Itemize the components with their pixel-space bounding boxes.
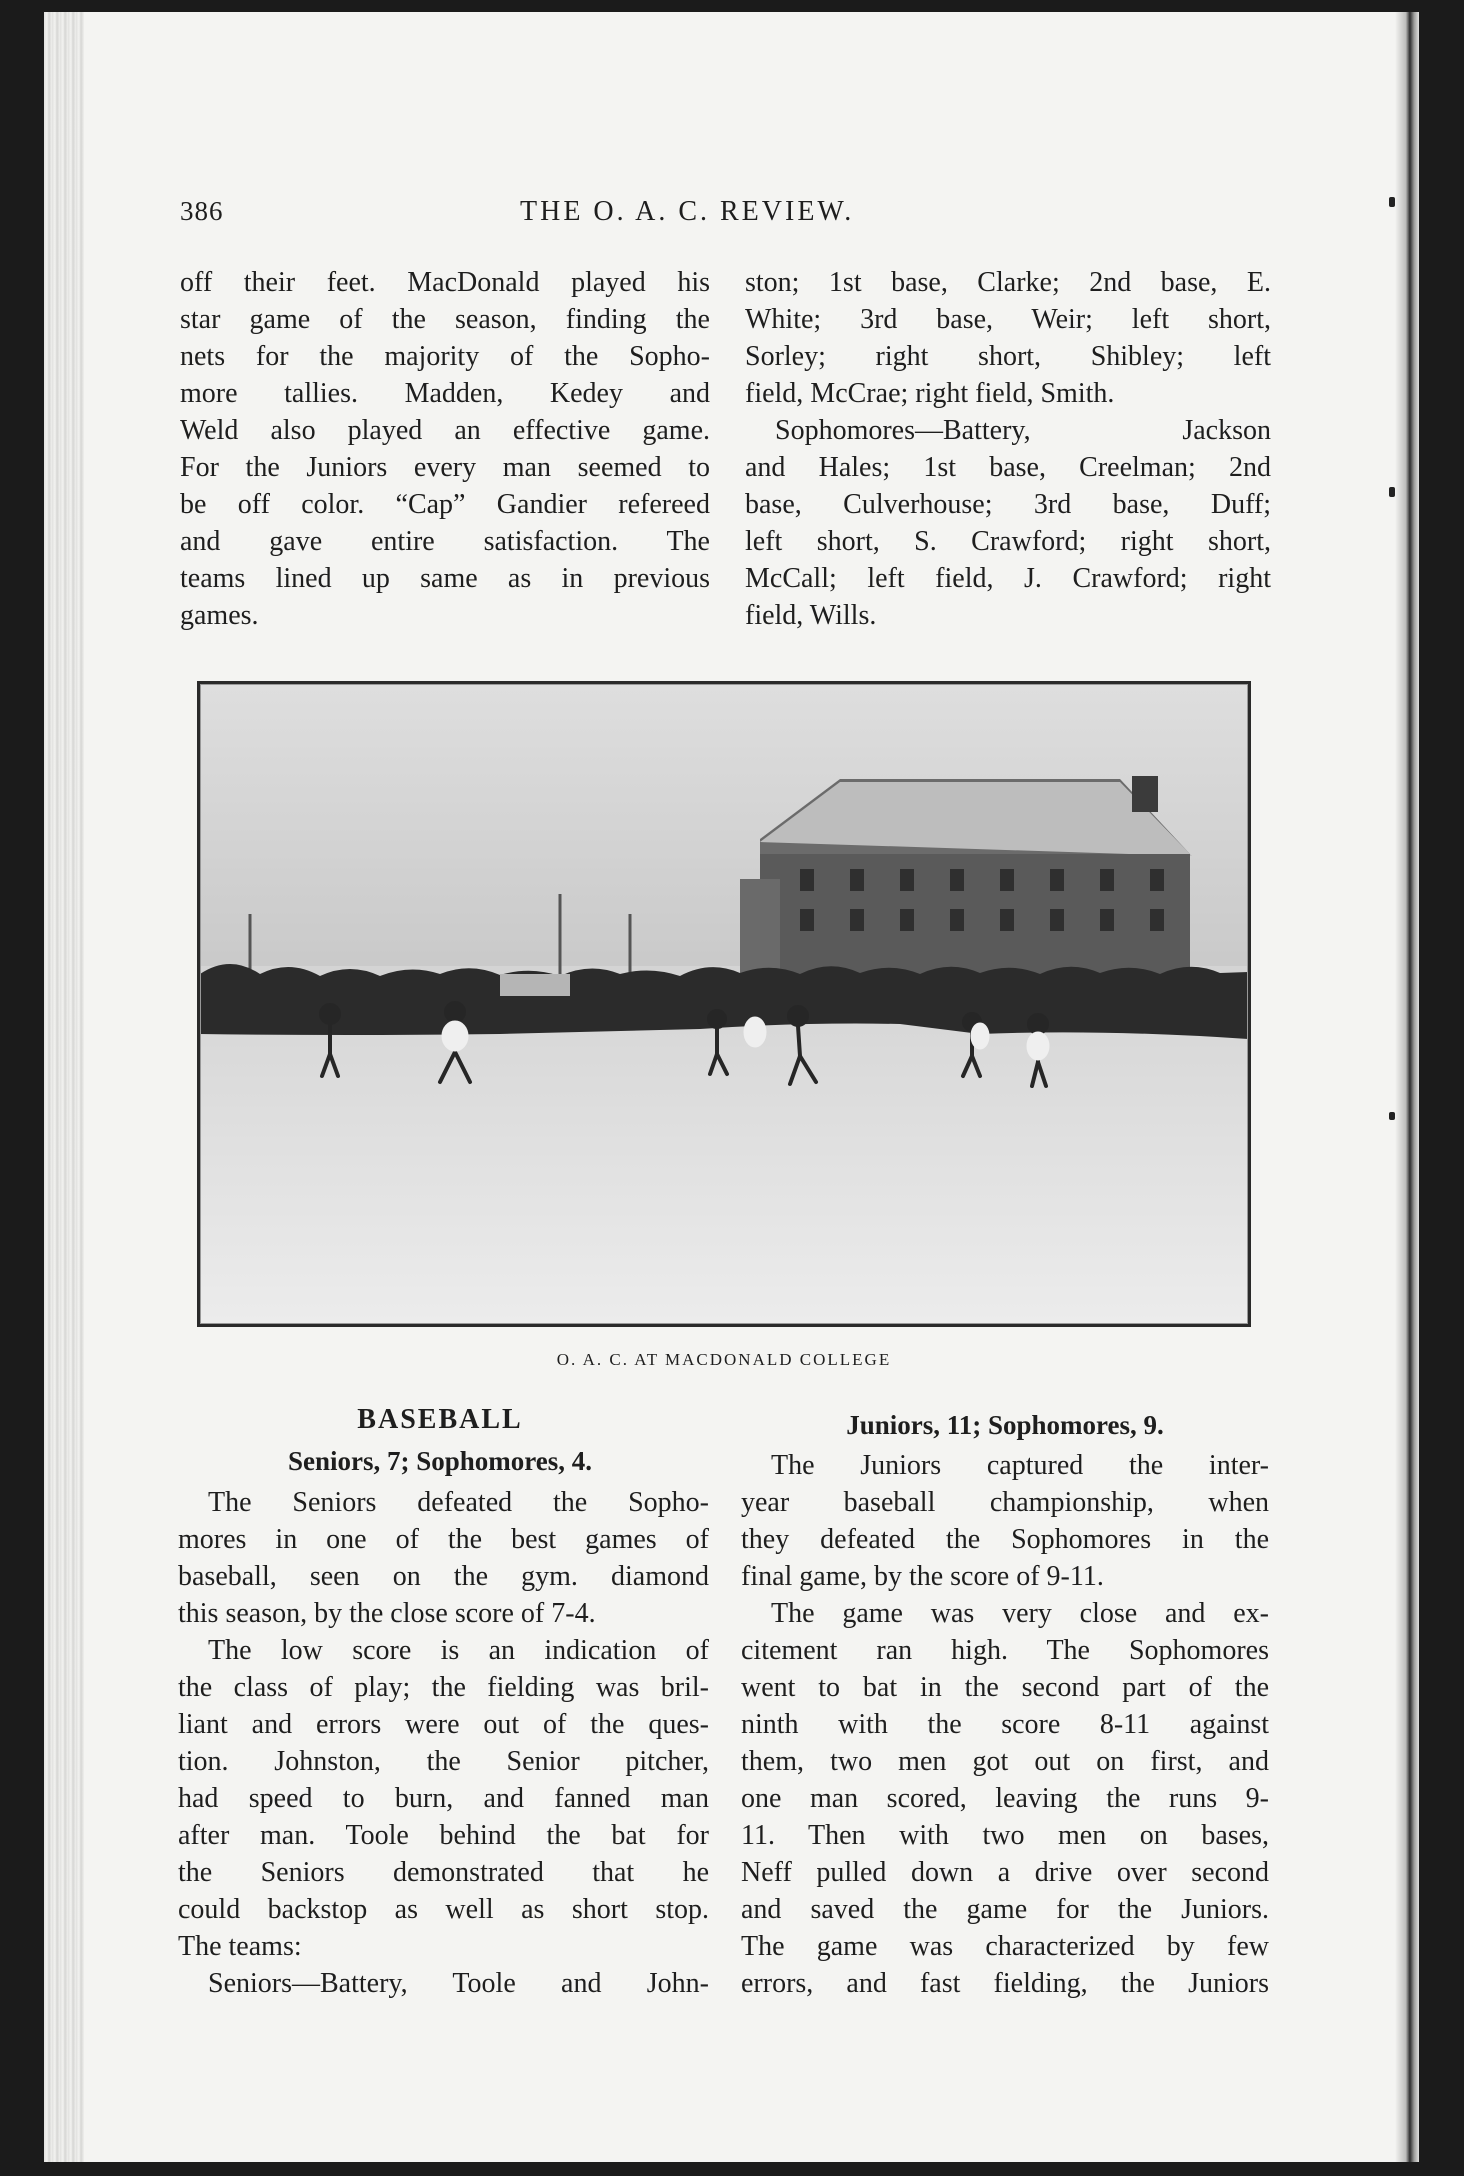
text-line: Weld also played an effective game. — [180, 415, 710, 446]
text-line: ninth with the score 8-11 against — [741, 1709, 1269, 1740]
gutter-marks — [1387, 12, 1395, 2162]
hockey-game-photograph — [197, 681, 1251, 1327]
text-line: this season, by the close score of 7-4. — [178, 1598, 596, 1629]
text-line: ston; 1st base, Clarke; 2nd base, E. — [745, 267, 1271, 298]
text-line: went to bat in the second part of the — [741, 1672, 1269, 1703]
text-line: more tallies. Madden, Kedey and — [180, 378, 710, 409]
text-line: baseball, seen on the gym. diamond — [178, 1561, 709, 1592]
text-line: tion. Johnston, the Senior pitcher, — [178, 1746, 709, 1777]
photo-illustration — [200, 684, 1248, 1324]
text-line: could backstop as well as short stop. — [178, 1894, 709, 1925]
text-line: the class of play; the fielding was bril- — [178, 1672, 709, 1703]
text-line: Sophomores—Battery, Jackson — [775, 415, 1271, 446]
text-line: liant and errors were out of the ques- — [178, 1709, 709, 1740]
game2-score-heading: Juniors, 11; Sophomores, 9. — [846, 1410, 1164, 1440]
page-edges — [44, 12, 84, 2162]
text-line: field, McCrae; right field, Smith. — [745, 378, 1115, 409]
text-line: them, two men got out on first, and — [741, 1746, 1269, 1777]
text-line: and gave entire satisfaction. The — [180, 526, 710, 557]
bottom-left-column — [178, 1484, 709, 2002]
text-line: teams lined up same as in previous — [180, 563, 710, 594]
text-line: For the Juniors every man seemed to — [180, 452, 710, 483]
text-line: left short, S. Crawford; right short, — [745, 526, 1271, 557]
game1-score-heading: Seniors, 7; Sophomores, 4. — [287, 1446, 593, 1476]
text-line: errors, and fast fielding, the Juniors — [741, 1968, 1269, 1999]
text-line: final game, by the score of 9-11. — [741, 1561, 1104, 1592]
text-line: citement ran high. The Sophomores — [741, 1635, 1269, 1666]
text-line: The Seniors defeated the Sopho- — [208, 1487, 709, 1518]
top-right-column — [745, 264, 1271, 634]
text-line: base, Culverhouse; 3rd base, Duff; — [745, 489, 1271, 520]
text-line: 11. Then with two men on bases, — [741, 1820, 1269, 1851]
text-line: be off color. “Cap” Gandier refereed — [180, 489, 710, 520]
text-line: games. — [180, 600, 259, 631]
text-line: star game of the season, finding the — [180, 304, 710, 335]
text-line: and Hales; 1st base, Creelman; 2nd — [745, 452, 1271, 483]
top-left-column — [180, 264, 710, 634]
text-line: Neff pulled down a drive over second — [741, 1857, 1269, 1888]
text-line: Sorley; right short, Shibley; left — [745, 341, 1271, 372]
text-line: had speed to burn, and fanned man — [178, 1783, 709, 1814]
text-line: the Seniors demonstrated that he — [178, 1857, 709, 1888]
book-gutter — [1395, 12, 1419, 2162]
photo-caption: O. A. C. AT MACDONALD COLLEGE — [556, 1350, 892, 1369]
text-line: year baseball championship, when — [741, 1487, 1269, 1518]
bottom-right-column — [741, 1447, 1269, 2002]
text-line: The game was very close and ex- — [771, 1598, 1269, 1629]
text-line: The teams: — [178, 1931, 302, 1962]
text-line: The game was characterized by few — [741, 1931, 1269, 1962]
page-number: 386 — [180, 196, 224, 226]
text-line: McCall; left field, J. Crawford; right — [745, 563, 1271, 594]
text-line: and saved the game for the Juniors. — [741, 1894, 1269, 1925]
running-head — [180, 196, 1280, 240]
text-line: off their feet. MacDonald played his — [180, 267, 710, 298]
text-line: The Juniors captured the inter- — [771, 1450, 1269, 1481]
text-line: field, Wills. — [745, 600, 877, 631]
baseball-heading: BASEBALL — [357, 1404, 523, 1435]
text-line: Seniors—Battery, Toole and John- — [208, 1968, 709, 1999]
text-line: after man. Toole behind the bat for — [178, 1820, 709, 1851]
text-line: one man scored, leaving the runs 9- — [741, 1783, 1269, 1814]
text-line: mores in one of the best games of — [178, 1524, 709, 1555]
journal-title: THE O. A. C. REVIEW. — [520, 196, 855, 227]
text-line: nets for the majority of the Sopho- — [180, 341, 710, 372]
text-line: they defeated the Sophomores in the — [741, 1524, 1269, 1555]
text-line: White; 3rd base, Weir; left short, — [745, 304, 1271, 335]
text-line: The low score is an indication of — [208, 1635, 709, 1666]
